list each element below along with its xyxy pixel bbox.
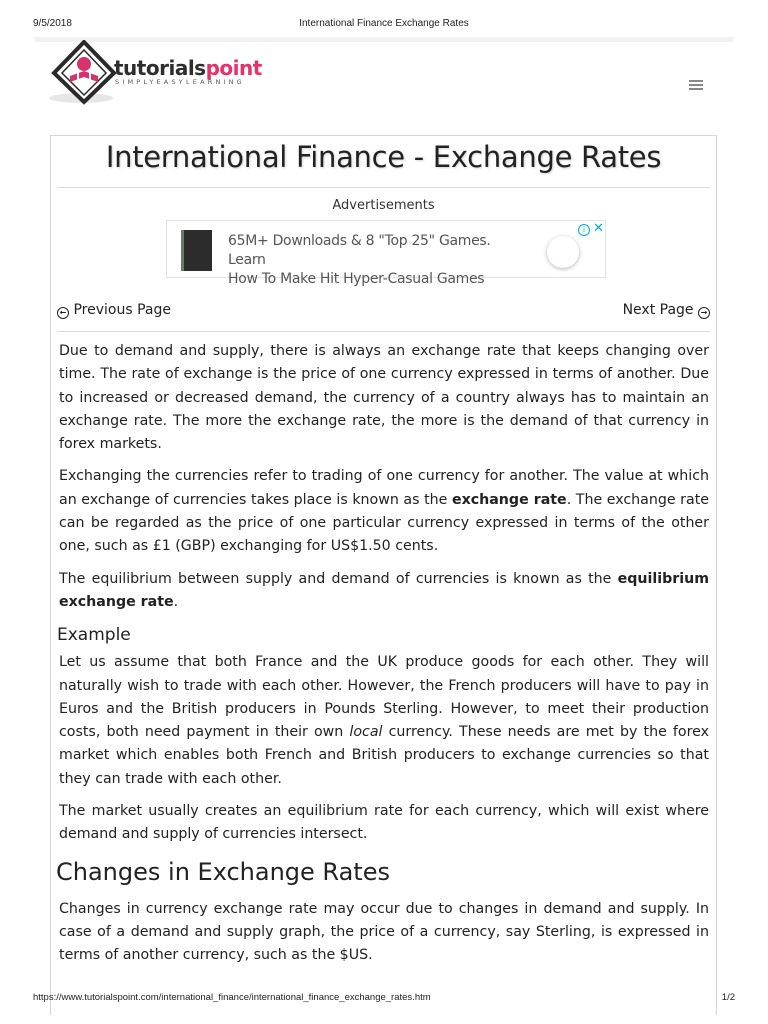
next-page-label: Next Page: [622, 302, 694, 318]
text-span: .: [173, 593, 179, 610]
ad-line-1: 65M+ Downloads & 8 "Top 25" Games. Learn: [228, 233, 491, 268]
title-divider: [57, 187, 710, 188]
close-icon[interactable]: ✕: [593, 221, 604, 236]
paragraph: Changes in currency exchange rate may occur due to changes in demand and supply. In case of a demand and supply graph, the price of a currency, say Sterling, is expressed in terms of another currency, such as the $US.: [59, 900, 709, 964]
page-title: International Finance - Exchange Rates: [105, 140, 662, 174]
previous-page-link[interactable]: [57, 302, 171, 319]
text-span: Let us assume that both France and the UK produce goods for each other. They will naturally wish to trade with each other. However, the French producers will have to pay in Euros and the British producers in Pounds Sterling. However, to meet their production costs, both need payment in their own: [59, 654, 709, 741]
ad-text: [228, 232, 528, 289]
arrow-left-circle-icon: ←: [57, 307, 69, 319]
bold-term: equilibrium exchange rate: [59, 570, 709, 610]
text-span: currency. These needs are met by the forex market which enables both French and British producers to exchange currencies so that they can trade with each other.: [59, 724, 709, 787]
logo-mark-icon: [48, 40, 118, 106]
section-heading-changes: Changes in Exchange Rates: [56, 857, 390, 886]
article-body: [56, 340, 709, 977]
logo-word-tutorials: tutorials: [114, 56, 206, 80]
paragraph: [59, 568, 709, 615]
text-span: . The exchange rate can be regarded as the price of one particular currency expressed in terms of the other one, such as £1 (GBP) exchanging for US$1.50 cents.: [59, 491, 709, 555]
menu-line-icon: [689, 88, 703, 90]
ads-label: Advertisements: [332, 198, 435, 213]
menu-line-icon: [689, 80, 703, 82]
hamburger-menu-icon[interactable]: [689, 80, 703, 90]
arrow-right-circle-icon: →: [698, 307, 710, 319]
ad-open-button[interactable]: [547, 236, 579, 268]
page-navigation: [57, 302, 710, 322]
paragraph: Due to demand and supply, there is always an exchange rate that keeps changing over time. The rate of exchange is the price of one currency expressed in terms of another. Due to increased or decreased demand, the currency of a country always has to maintain an exchange rate. The more the exchange rate, the more is the demand of that currency in forex markets.: [59, 343, 709, 453]
print-footer: [33, 992, 735, 1006]
info-icon[interactable]: i: [578, 224, 590, 236]
bold-term: exchange rate: [451, 491, 567, 508]
ad-thumbnail: [181, 230, 212, 271]
text-span: Exchanging the currencies refer to trading of one currency for another. The value at which an exchange of currencies takes place is known as the: [59, 468, 709, 508]
paragraph: [59, 651, 709, 791]
text-span: The equilibrium between supply and demand of currencies is known as the: [59, 570, 618, 587]
logo-wordmark: [114, 56, 262, 80]
ad-line-2: How To Make Hit Hyper-Casual Games: [228, 271, 485, 287]
ad-banner[interactable]: [166, 220, 606, 287]
print-header: [33, 18, 735, 32]
print-title: International Finance Exchange Rates: [299, 18, 469, 29]
print-page-number: 1/2: [721, 992, 735, 1003]
content-card: [50, 135, 717, 1015]
print-url: https://www.tutorialspoint.com/international_finance/international_finance_exchange_rates.htm: [33, 992, 431, 1003]
nav-divider: [57, 331, 710, 332]
menu-line-icon: [689, 84, 703, 86]
site-logo[interactable]: [48, 40, 288, 106]
paragraph: The market usually creates an equilibrium rate for each currency, which will exist where demand and supply of currencies intersect.: [59, 803, 709, 843]
next-page-link[interactable]: [623, 302, 710, 319]
paragraph: [59, 465, 709, 558]
logo-word-point: point: [205, 56, 262, 80]
previous-page-label: Previous Page: [73, 302, 171, 318]
logo-tagline: SIMPLYEASYLEARNING: [115, 78, 245, 86]
print-date: 9/5/2018: [33, 18, 72, 29]
italic-term: local: [349, 724, 383, 741]
section-heading-example: Example: [57, 625, 131, 646]
